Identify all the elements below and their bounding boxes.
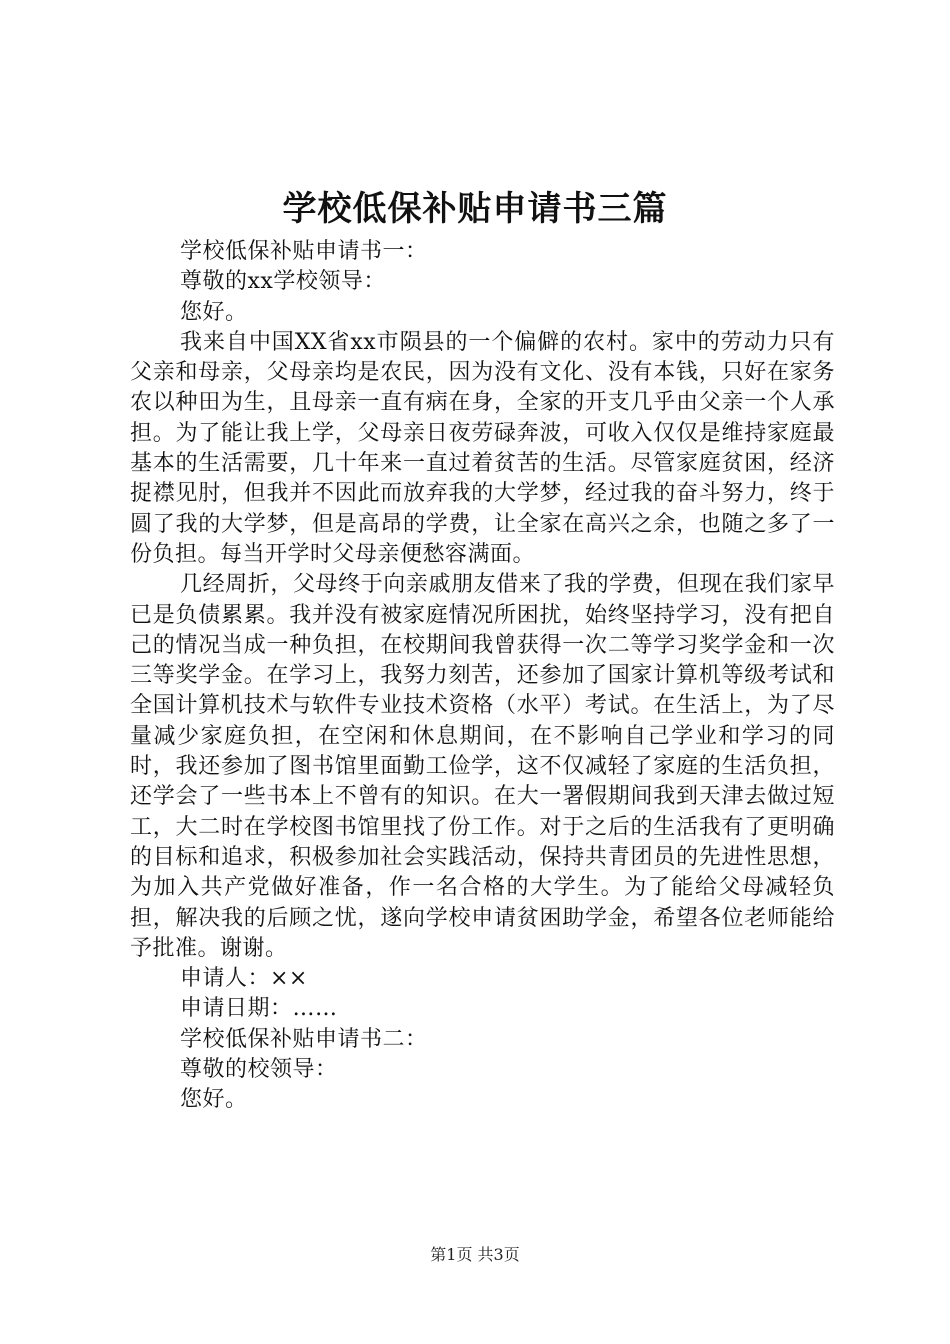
letter1-salutation: 尊敬的xx学校领导：	[180, 269, 386, 295]
letter1-paragraph-1: 我来自中国XX省xx市陨县的一个偏僻的农村。家中的劳动力只有父亲和母亲，父母亲均是农民，因为没有文化、没有本钱，只好在家务农以种田为生，且母亲一直有病在身，全家的开支几乎由父亲一个人承担。为了能让我上学，父母亲日夜劳碌奔波，可收入仅仅是维持家庭最基本的生活需要，几十年来一直过着贫苦的生活。尽管家庭贫困，经济捉襟见肘，但我并不因此而放弃我的大学梦，经过我的奋斗努力，终于圆了我的大学梦，但是高昂的学费，让全家在高兴之余，也随之多了一份负担。每当开学时父母亲便愁容满面。	[130, 329, 835, 567]
letter1-greeting: 您好。	[180, 299, 248, 325]
document-title: 学校低保补贴申请书三篇	[282, 189, 668, 229]
letter2-heading: 学校低保补贴申请书二：	[180, 1026, 428, 1052]
letter1-applicant: 申请人：××	[180, 966, 308, 992]
page-indicator: 第1页 共3页	[430, 1245, 520, 1264]
document-body	[130, 237, 835, 1116]
letter2-salutation: 尊敬的校领导：	[180, 1057, 338, 1083]
letter1-heading: 学校低保补贴申请书一：	[180, 239, 428, 264]
letter2-greeting: 您好。	[180, 1087, 248, 1113]
letter1-date: 申请日期：……	[180, 996, 338, 1022]
letter1-paragraph-2: 几经周折，父母终于向亲戚朋友借来了我的学费，但现在我们家早已是负债累累。我并没有被家庭情况所困扰，始终坚持学习，没有把自己的情况当成一种负担，在校期间我曾获得一次二等学习奖学金和一次三等奖学金。在学习上，我努力刻苦，还参加了国家计算机等级考试和全国计算机技术与软件专业技术资格（水平）考试。在生活上，为了尽量减少家庭负担，在空闲和休息期间，在不影响自己学业和学习的同时，我还参加了图书馆里面勤工俭学，这不仅减轻了家庭的生活负担，还学会了一些书本上不曾有的知识。在大一署假期间我到天津去做过短工，大二时在学校图书馆里找了份工作。对于之后的生活我有了更明确的目标和追求，积极参加社会实践活动，保持共青团员的先进性思想，为加入共产党做好准备，作一名合格的大学生。为了能给父母减轻负担，解决我的后顾之忧，遂向学校申请贫困助学金，希望各位老师能给予批准。谢谢。	[130, 572, 835, 961]
